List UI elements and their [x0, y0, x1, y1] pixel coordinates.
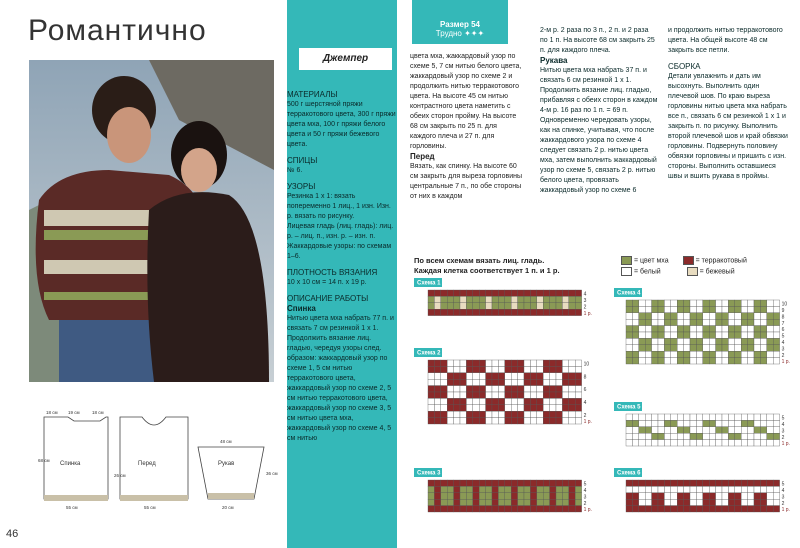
svg-text:4: 4 [781, 422, 785, 428]
svg-text:8: 8 [583, 374, 587, 381]
svg-text:3: 3 [583, 298, 587, 304]
color-legend: = цвет мха = терракотовый = белый = бежевый [621, 256, 791, 276]
svg-text:36 см: 36 см [266, 471, 278, 476]
svg-text:10: 10 [781, 301, 788, 308]
svg-text:4: 4 [781, 340, 785, 346]
schema-2-grid [428, 360, 592, 425]
svg-text:2: 2 [781, 434, 785, 441]
svg-text:9: 9 [781, 308, 785, 314]
schema-3-label [414, 468, 442, 477]
svg-text:2: 2 [781, 500, 785, 507]
schema-6-label [614, 468, 642, 477]
terracotta-swatch [683, 256, 694, 265]
white-swatch [621, 267, 632, 276]
schema-6-grid [626, 480, 790, 513]
back-schematic [38, 410, 108, 510]
photo-illustration [29, 60, 274, 382]
schema-3-grid [428, 480, 592, 513]
svg-text:55 см: 55 см [144, 505, 156, 510]
svg-text:Схема 3: Схема 3 [417, 470, 441, 477]
svg-text:18 см: 18 см [92, 410, 104, 415]
svg-text:48 см: 48 см [220, 439, 232, 444]
svg-text:Схема 2: Схема 2 [417, 350, 441, 357]
svg-text:1 р.: 1 р. [583, 507, 592, 514]
svg-text:Схема 5: Схема 5 [617, 404, 641, 411]
svg-text:3: 3 [781, 346, 785, 353]
svg-text:5: 5 [583, 481, 587, 488]
svg-text:55 см: 55 см [66, 505, 78, 510]
svg-text:1 р.: 1 р. [781, 359, 790, 366]
knitting-charts [414, 278, 800, 546]
svg-text:3: 3 [781, 428, 785, 435]
svg-text:3: 3 [583, 494, 587, 501]
couple-photo [29, 60, 274, 382]
size-box: Размер 54 Трудно ✦✦✦ [412, 0, 508, 44]
svg-text:4: 4 [583, 488, 587, 494]
sleeve-label: Рукав [218, 461, 235, 467]
svg-text:4: 4 [583, 291, 587, 298]
svg-text:2: 2 [583, 304, 587, 311]
schema-4-grid [626, 300, 790, 365]
svg-text:19 см: 19 см [68, 410, 80, 415]
svg-text:1 р.: 1 р. [781, 441, 790, 448]
instructions-column-1: Размер 54 Трудно ✦✦✦ цвета мха, жаккардовый узор по схеме 5, 7 см нитью белого цвета, жаккардовый узор по схеме 2 и продолжить нитью терракотового цвета. На высоте 45 см нитью контрастного цвета наметить с обеих сторон пройму. На высоте 68 см закрыть по 25 п. для каждого плеча и 27 п. для горловины. Перед Вязать, как спинку. На высоте 60 см закрыть для выреза горловины центральные 7 п., по обе стороны от них в каждом [400, 0, 527, 248]
svg-text:1 р.: 1 р. [583, 310, 592, 317]
svg-text:68 см: 68 см [38, 458, 50, 463]
svg-text:Схема 1: Схема 1 [417, 280, 441, 287]
svg-text:1 р.: 1 р. [781, 507, 790, 514]
svg-text:4: 4 [583, 400, 587, 406]
svg-text:1 р.: 1 р. [583, 419, 592, 426]
back-label: Спинка [60, 461, 81, 467]
svg-text:26 см: 26 см [114, 473, 126, 478]
moss-swatch [621, 256, 632, 265]
svg-text:5: 5 [781, 415, 785, 422]
svg-text:8: 8 [781, 314, 785, 321]
svg-text:2: 2 [583, 412, 587, 419]
schema-4-label [614, 288, 642, 297]
svg-text:7: 7 [781, 320, 785, 327]
svg-text:2: 2 [583, 500, 587, 507]
page-title: Романтично [28, 14, 207, 47]
svg-text:Схема 4: Схема 4 [617, 290, 641, 297]
schema-1-label [414, 278, 442, 287]
svg-text:5: 5 [781, 481, 785, 488]
svg-text:Схема 6: Схема 6 [617, 470, 641, 477]
schema-5-grid [626, 414, 790, 447]
svg-text:6: 6 [781, 327, 785, 334]
svg-text:6: 6 [583, 387, 587, 394]
charts-note: По всем схемам вязать лиц. гладь. Каждая клетка соответствует 1 п. и 1 р. [414, 256, 560, 275]
materials-column [287, 0, 397, 548]
garment-schematics [38, 407, 278, 517]
svg-text:20 см: 20 см [222, 505, 234, 510]
page-number: 46 [6, 528, 19, 540]
svg-text:2: 2 [781, 352, 785, 359]
beige-swatch [687, 267, 698, 276]
svg-text:3: 3 [781, 494, 785, 501]
schema-1-grid [428, 290, 592, 317]
garment-header: Джемпер [299, 48, 392, 70]
materials-text-block: МАТЕРИАЛЫ 500 г шерстяной пряжи терракотового цвета, 300 г пряжи цвета мха, 100 г пряжи белого цвета и 50 г пряжи бежевого цвета. СПИЦЫ № 6. УЗОРЫ Резинка 1 х 1: вязать попеременно 1 лиц., 1 изн. Изн. р. вязать по рисунку. Лицевая гладь (лиц. гладь): лиц. р. – лиц. п., изн. р. – изн. п. Жаккардовые узоры: по схемам 1–6. ПЛОТНОСТЬ ВЯЗАНИЯ 10 х 10 см = 14 п. х 19 р. ОПИСАНИЕ РАБОТЫ Спинка Нитью цвета мха набрать 77 п. и связать 7 см резинкой 1 х 1. Продолжить вязание лиц. гладью, чередуя узоры след. образом: жаккардовый узор по схеме 1, 5 см нитью терракотового цвета, жаккардовый узор по схеме 2, 5 см нитью терракотового цвета, жаккардовый узор по схеме 3, 5 см нитью цвета мха, жаккардовый узор по схеме 4, 5 см нитью [287, 90, 396, 442]
svg-text:5: 5 [781, 333, 785, 340]
front-schematic [114, 417, 188, 510]
schema-5-label [614, 402, 642, 411]
instructions-column-2: 2-м р. 2 раза по 3 п., 2 п. и 2 раза по 1 п. На высоте 68 см закрыть 25 п. для каждого плеча. Рукава Нитью цвета мха набрать 37 п. и связать 6 см резинкой 1 х 1. Продолжить вязание лиц. гладью, прибавляя с обеих сторон в каждом 4-м р. 16 раз по 1 п. = 69 п. Одновременно чередовать узоры, как на спинке, учитывая, что после жаккардового узора по схеме 4 следует связать 2 р. нитью цвета мха, затем выполнить жаккардовый узор по схеме 5, связать 2 р. нитью белого цвета, провязать жаккардовый узор по схеме 6 [540, 27, 658, 194]
sleeve-schematic [198, 439, 278, 510]
front-label: Перед [138, 461, 156, 467]
schema-2-label [414, 348, 442, 357]
svg-text:4: 4 [781, 488, 785, 494]
svg-text:10: 10 [583, 361, 590, 368]
instructions-column-3: и продолжить нитью терракотового цвета. На общей высоте 48 см закрыть все петли. СБОРКА Детали увлажнить и дать им высохнуть. Выполнить один плечевой шов. По краю выреза горловины нитью цвета мха набрать все п., связать 6 см резинкой 1 х 1 и закрыть п. по рисунку. Выполнить второй плечевой шов и край обвязки горловины. Подвернуть половину обвязки горловины и пришить с изн. стороны. Выполнить оставшиеся швы и вшить рукава в проймы. [668, 27, 788, 180]
svg-text:18 см: 18 см [46, 410, 58, 415]
